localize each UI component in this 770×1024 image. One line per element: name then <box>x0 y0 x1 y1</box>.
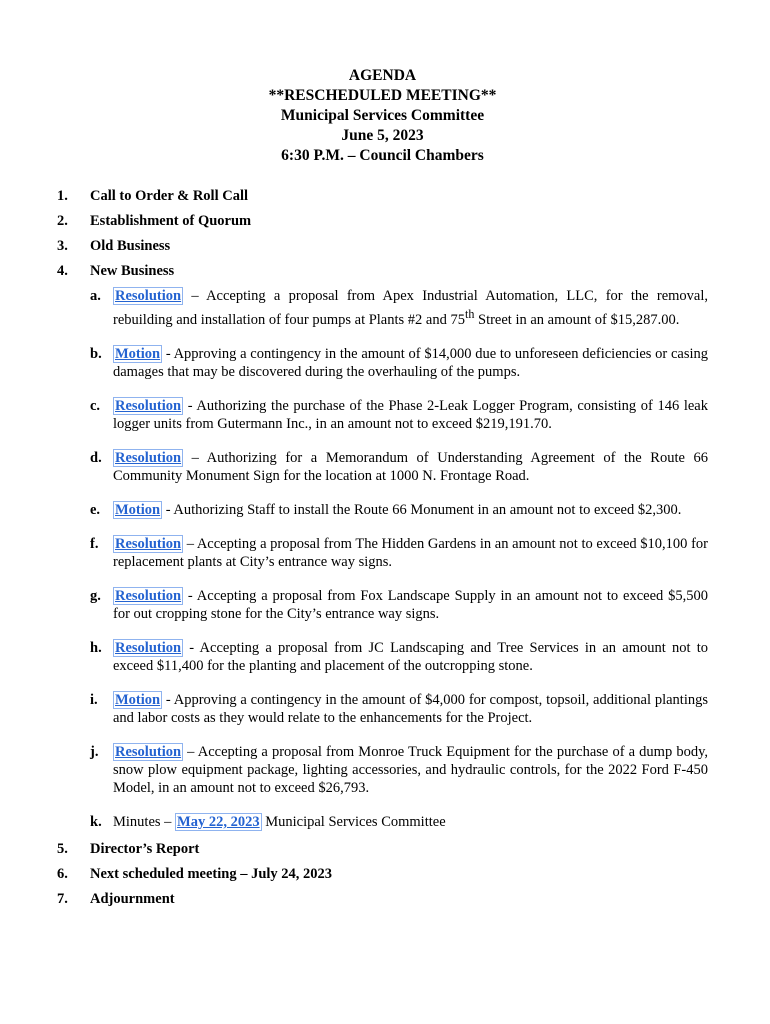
resolution-link[interactable]: Resolution <box>115 288 182 304</box>
sub-item-a <box>90 287 708 329</box>
sub-item-k <box>90 813 708 831</box>
agenda-list <box>57 187 708 908</box>
sub-item-text: Resolution – Accepting a proposal from Apex Industrial Automation, LLC, for the removal, rebuilding and installation of four pumps at Plants #2 and 75th Street in an amount of $15,287.00. <box>113 288 708 328</box>
agenda-item-2 <box>57 212 708 230</box>
new-business-list <box>90 287 708 831</box>
agenda-item-number: 3. <box>57 238 68 254</box>
sub-item-text: Resolution - Accepting a proposal from JC Landscaping and Tree Services in an amount not to exceed $11,400 for the planting and placement of the outcropping stone. <box>113 639 708 674</box>
sub-item-text: Resolution – Accepting a proposal from Monroe Truck Equipment for the purchase of a dump body, snow plow equipment package, lighting accessories, and hydraulic controls, for the 2022 Ford F-450 Model, in an amount not to exceed $26,793. <box>113 743 708 796</box>
sub-item-text: Minutes – May 22, 2023 Municipal Services Committee <box>113 813 446 830</box>
header-title: AGENDA <box>348 67 417 84</box>
sub-item-text: Resolution – Authorizing for a Memorandum of Understanding Agreement of the Route 66 Community Monument Sign for the location at 1000 N. Frontage Road. <box>113 449 708 484</box>
sub-item-letter: b. <box>90 345 102 362</box>
sub-item-d <box>90 449 708 485</box>
agenda-item-text: Director’s Report <box>90 840 200 857</box>
sub-item-e <box>90 501 708 519</box>
header-date: June 5, 2023 <box>341 127 424 144</box>
resolution-link[interactable]: Resolution <box>115 449 182 466</box>
sub-item-text: Motion - Approving a contingency in the amount of $4,000 for compost, topsoil, additional plantings and labor costs as they would relate to the enhancements for the Project. <box>113 691 708 726</box>
agenda-item-7 <box>57 890 708 908</box>
agenda-item-number: 4. <box>57 263 68 279</box>
sub-item-i <box>90 691 708 727</box>
sub-item-text: Resolution - Accepting a proposal from Fox Landscape Supply in an amount not to exceed $5,500 for out cropping stone for the City’s entrance way signs. <box>113 587 708 622</box>
resolution-link[interactable]: Resolution <box>115 743 182 760</box>
agenda-item-number: 1. <box>57 188 68 204</box>
sub-item-letter: e. <box>90 501 101 518</box>
sub-item-letter: j. <box>90 743 99 760</box>
motion-link[interactable]: Motion <box>115 501 161 518</box>
agenda-item-text: New Business <box>90 263 175 279</box>
agenda-item-number: 7. <box>57 890 68 907</box>
sub-item-letter: k. <box>90 813 102 830</box>
sub-item-text: Motion - Approving a contingency in the amount of $14,000 due to unforeseen deficiencies or casing damages that may be discovered during the overhauling of the pumps. <box>113 345 708 380</box>
sub-item-f <box>90 535 708 571</box>
sub-item-text: Resolution - Authorizing the purchase of the Phase 2-Leak Logger Program, consisting of 146 leak logger units from Gutermann Inc., in an amount not to exceed $219,191.70. <box>113 397 708 432</box>
sub-item-letter: i. <box>90 691 98 708</box>
agenda-item-3 <box>57 237 708 255</box>
sub-item-letter: d. <box>90 449 102 466</box>
agenda-item-5 <box>57 840 708 858</box>
agenda-item-number: 5. <box>57 840 68 857</box>
agenda-item-text: Establishment of Quorum <box>90 213 252 229</box>
header-rescheduled: **RESCHEDULED MEETING** <box>268 87 497 104</box>
sub-item-letter: f. <box>90 535 99 552</box>
resolution-link[interactable]: Resolution <box>115 639 182 656</box>
sub-item-g <box>90 587 708 623</box>
sub-item-h <box>90 639 708 675</box>
agenda-item-text: Call to Order & Roll Call <box>90 188 249 204</box>
header-time-location: 6:30 P.M. – Council Chambers <box>281 147 484 164</box>
agenda-item-4 <box>57 262 708 280</box>
sub-item-letter: h. <box>90 639 102 656</box>
sub-item-c <box>90 397 708 433</box>
motion-link[interactable]: Motion <box>115 345 161 362</box>
sub-item-text: Resolution – Accepting a proposal from The Hidden Gardens in an amount not to exceed $10,100 for replacement plants at City’s entrance way signs. <box>113 535 708 570</box>
agenda-item-number: 2. <box>57 213 68 229</box>
agenda-item-6 <box>57 865 708 883</box>
sub-item-j <box>90 743 708 797</box>
resolution-link[interactable]: Resolution <box>115 535 182 552</box>
agenda-item-text: Old Business <box>90 238 171 254</box>
sub-item-letter: c. <box>90 397 101 414</box>
motion-link[interactable]: Motion <box>115 691 161 708</box>
minutes-link[interactable]: May 22, 2023 <box>177 813 260 830</box>
resolution-link[interactable]: Resolution <box>115 587 182 604</box>
header-committee: Municipal Services Committee <box>280 107 485 124</box>
agenda-item-number: 6. <box>57 865 68 882</box>
resolution-link[interactable]: Resolution <box>115 397 182 414</box>
agenda-item-text: Next scheduled meeting – July 24, 2023 <box>90 865 333 882</box>
agenda-item-1 <box>57 187 708 205</box>
sub-item-b <box>90 345 708 381</box>
sub-item-text: Motion - Authorizing Staff to install the Route 66 Monument in an amount not to exceed $2,300. <box>115 501 682 518</box>
agenda-header <box>57 66 708 166</box>
sub-item-letter: a. <box>90 288 101 304</box>
sub-item-letter: g. <box>90 587 101 604</box>
agenda-item-text: Adjournment <box>90 890 175 907</box>
